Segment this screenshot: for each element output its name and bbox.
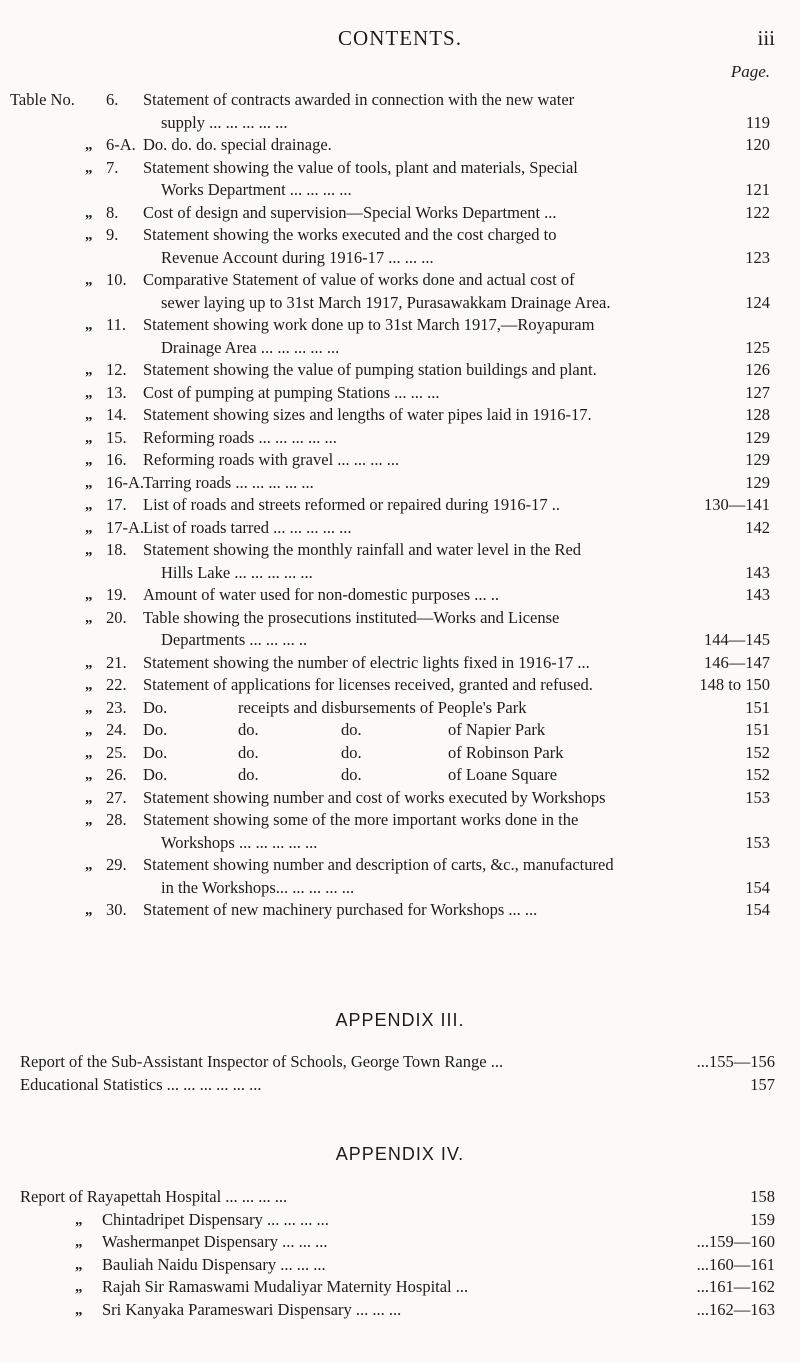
list-item [0, 539, 800, 584]
entry-number: 27. [106, 787, 127, 807]
entry-text [143, 899, 680, 922]
list-item [0, 382, 800, 405]
list-item [0, 899, 800, 922]
ditto-mark: „ [85, 384, 93, 401]
entry-number: 20. [106, 607, 127, 627]
entry-text [143, 652, 680, 675]
entry-page: 148 to 150 [699, 675, 770, 694]
entry-text [143, 584, 680, 607]
ditto-mark: „ [85, 812, 93, 828]
entry-continuation: Drainage Area ... ... ... ... ... [161, 337, 340, 357]
entry-number: 9. [106, 225, 119, 244]
list-item [0, 719, 800, 742]
entry-column: Do. [143, 720, 168, 739]
list-item [0, 202, 800, 225]
entry-page: ...155—156 [696, 1052, 775, 1071]
ditto-mark: „ [85, 407, 93, 423]
list-item [0, 314, 800, 359]
list-item [0, 449, 800, 472]
entry-column: do. [238, 720, 259, 739]
list-item [0, 269, 800, 314]
list-item [20, 1254, 775, 1277]
list-item [20, 1051, 775, 1074]
entry-page: 127 [745, 382, 770, 402]
entry-title: Statement of new machinery purchased for Workshops ... ... [143, 900, 538, 919]
list-item [20, 1231, 775, 1254]
entry-title: List of roads tarred ... ... ... ... ... [143, 517, 352, 537]
entry-title: List of roads and streets reformed or repaired during 1916-17 .. [143, 495, 560, 514]
appendix-4-list [20, 1186, 775, 1321]
list-item [0, 674, 800, 697]
entry-number: 6-A. [106, 135, 136, 154]
entry-number: 19. [106, 585, 127, 604]
entry-number: 7. [106, 157, 119, 177]
ditto-mark: „ [75, 1234, 83, 1250]
entry-title: Table showing the prosecutions instituted—Works and License [143, 607, 560, 627]
entry-number: 30. [106, 900, 127, 919]
list-item [20, 1276, 775, 1299]
entry-title: Educational Statistics ... ... ... ... ... ... [20, 1074, 262, 1094]
entry-column: Do. [143, 742, 168, 762]
entry-number: 16-A. [106, 472, 145, 492]
entry-text [143, 359, 680, 382]
entry-title: Statement showing the value of tools, plant and materials, Special [143, 157, 578, 177]
entry-text [143, 202, 680, 225]
entry-page: 152 [745, 742, 770, 762]
ditto-mark: „ [85, 317, 93, 333]
entry-number: 28. [106, 810, 127, 829]
entry-page: 128 [745, 405, 770, 424]
entry-page: 143 [745, 585, 770, 604]
entry-title: Statement showing the value of pumping station buildings and plant. [143, 360, 597, 379]
entry-number: 14. [106, 405, 127, 424]
ditto-mark: „ [85, 452, 93, 468]
entry-page: 157 [750, 1074, 775, 1094]
entry-text [143, 449, 680, 472]
list-item [0, 427, 800, 450]
ditto-mark: „ [85, 159, 93, 176]
ditto-mark: „ [85, 609, 93, 626]
entry-number: 16. [106, 450, 127, 469]
ditto-mark: „ [85, 722, 93, 738]
appendix-3-title: APPENDIX III. [335, 1010, 465, 1030]
entry-title: Cost of design and supervision—Special Works Department ... [143, 202, 557, 222]
entry-title: Sri Kanyaka Parameswari Dispensary ... ... ... [102, 1299, 402, 1319]
entry-page: 159 [750, 1209, 775, 1229]
entry-number: 15. [106, 427, 127, 447]
entry-page: 130—141 [704, 495, 770, 514]
entry-title: Statement of contracts awarded in connection with the new water [143, 90, 575, 109]
page-title: CONTENTS. [338, 26, 462, 50]
ditto-mark: „ [85, 902, 93, 918]
list-item [0, 404, 800, 427]
ditto-mark: „ [85, 789, 93, 806]
entry-number: 21. [106, 652, 127, 672]
entry-title: Cost of pumping at pumping Stations ... ... ... [143, 382, 440, 402]
entry-page: 146—147 [704, 652, 770, 672]
entry-page: 126 [745, 360, 770, 379]
entry-title: Report of Rayapettah Hospital ... ... ... ... [20, 1187, 288, 1206]
entry-column: of Loane Square [448, 765, 558, 784]
list-item [0, 854, 800, 899]
page-column-heading: Page. [730, 62, 770, 81]
entry-column: do. [341, 720, 362, 739]
ditto-mark: „ [75, 1211, 83, 1228]
entry-text [143, 314, 680, 359]
entry-column: of Napier Park [448, 720, 546, 739]
entry-text [143, 404, 680, 427]
entry-text [143, 224, 680, 269]
entry-page: 123 [745, 247, 770, 267]
entry-text [143, 674, 680, 697]
entry-text [143, 472, 680, 495]
entry-title: Statement showing work done up to 31st March 1917,—Royapuram [143, 315, 595, 334]
list-item [20, 1209, 775, 1232]
entry-page: 121 [745, 180, 770, 199]
entry-page: 129 [745, 472, 770, 492]
list-item [0, 89, 800, 134]
entry-text [143, 157, 680, 202]
entry-title: Statement showing the works executed and the cost charged to [143, 225, 557, 244]
entry-column: Do. [143, 697, 168, 717]
entry-title: Tarring roads ... ... ... ... ... [143, 472, 314, 492]
ditto-mark: „ [85, 272, 93, 288]
list-item [20, 1074, 775, 1097]
entry-number: 6. [106, 90, 119, 109]
entry-column: of Robinson Park [448, 742, 564, 762]
entry-continuation: Revenue Account during 1916-17 ... ... ... [161, 247, 434, 267]
ditto-mark: „ [85, 497, 93, 513]
entry-title: Statement of applications for licenses received, granted and refused. [143, 675, 593, 694]
ditto-mark: „ [85, 362, 93, 378]
entry-column: do. [341, 742, 362, 762]
ditto-mark: „ [85, 542, 93, 558]
entry-number: 24. [106, 720, 127, 739]
entry-page: 119 [745, 112, 770, 132]
entry-page: 129 [745, 427, 770, 447]
entry-number: 23. [106, 697, 127, 717]
entry-continuation: Departments ... ... ... .. [161, 630, 308, 649]
ditto-mark: „ [85, 474, 93, 491]
entry-page: 142 [745, 517, 770, 537]
ditto-mark: „ [85, 519, 93, 536]
ditto-mark: „ [75, 1256, 83, 1273]
entry-page: 120 [745, 135, 770, 154]
entry-page: 143 [745, 562, 770, 582]
entry-continuation: Works Department ... ... ... ... [161, 180, 352, 199]
entry-page: 153 [745, 832, 770, 852]
entry-text [143, 809, 680, 854]
entry-number: 11. [106, 315, 127, 334]
entry-number: 13. [106, 382, 127, 402]
ditto-mark: „ [85, 204, 93, 221]
ditto-mark: „ [75, 1279, 83, 1295]
entry-title: Statement showing number and cost of works executed by Workshops [143, 787, 606, 807]
list-item [0, 809, 800, 854]
entry-column: Do. [143, 765, 168, 784]
entry-title: Comparative Statement of value of works done and actual cost of [143, 270, 575, 289]
entry-continuation: Workshops ... ... ... ... ... [161, 832, 318, 852]
entry-text [143, 89, 680, 134]
entry-title: Washermanpet Dispensary ... ... ... [102, 1232, 328, 1251]
entry-continuation: Hills Lake ... ... ... ... ... [161, 562, 313, 582]
entry-column: do. [238, 742, 259, 762]
entry-continuation: in the Workshops... ... ... ... ... [161, 877, 355, 897]
entry-page: 154 [745, 900, 770, 919]
entry-column: do. [238, 765, 259, 784]
ditto-mark: „ [85, 429, 93, 446]
entry-title: Amount of water used for non-domestic purposes ... .. [143, 585, 500, 604]
entry-title: Do. do. do. special drainage. [143, 135, 332, 154]
entry-page: 125 [745, 337, 770, 357]
entry-page: ...159—160 [696, 1232, 775, 1251]
list-item [0, 494, 800, 517]
entry-text [143, 134, 680, 157]
entry-page: 154 [745, 877, 770, 897]
entry-page: 158 [750, 1187, 775, 1206]
appendix-4-title: APPENDIX IV. [335, 1144, 465, 1164]
ditto-mark: „ [85, 744, 93, 761]
table-of-contents [0, 89, 800, 922]
entry-text [143, 607, 680, 652]
page-header [0, 24, 800, 54]
entry-title: Reforming roads ... ... ... ... ... [143, 427, 337, 447]
list-item [0, 472, 800, 495]
entry-number: 29. [106, 855, 127, 874]
list-item [0, 652, 800, 675]
list-item [0, 224, 800, 269]
entry-number: 26. [106, 765, 127, 784]
entry-page: ...161—162 [696, 1277, 775, 1296]
entry-number: 18. [106, 540, 127, 559]
entry-text [143, 269, 680, 314]
list-item [0, 584, 800, 607]
ditto-mark: „ [85, 587, 93, 603]
entry-title: Chintadripet Dispensary ... ... ... ... [102, 1209, 329, 1229]
ditto-mark: „ [85, 677, 93, 693]
entry-title: Statement showing the monthly rainfall and water level in the Red [143, 540, 582, 559]
list-item [0, 359, 800, 382]
entry-page: 152 [745, 765, 770, 784]
entry-text [143, 382, 680, 405]
entry-number: 22. [106, 675, 127, 694]
list-item [20, 1186, 775, 1209]
entry-title: Reforming roads with gravel ... ... ... ... [143, 450, 400, 469]
entry-text [143, 494, 680, 517]
entry-column: do. [341, 765, 362, 784]
table-no-label: Table No. [10, 90, 75, 109]
entry-continuation: supply ... ... ... ... ... [161, 112, 288, 132]
entry-text [143, 787, 680, 810]
entry-text [143, 517, 680, 540]
entry-page: ...162—163 [696, 1299, 775, 1319]
entry-number: 17-A. [106, 517, 145, 537]
entry-title: Statement showing sizes and lengths of water pipes laid in 1916-17. [143, 405, 592, 424]
list-item [0, 787, 800, 810]
list-item [0, 607, 800, 652]
list-item [0, 697, 800, 720]
ditto-mark: „ [85, 857, 93, 873]
entry-page: 144—145 [704, 630, 770, 649]
entry-text [143, 539, 680, 584]
entry-title: Rajah Sir Ramaswami Mudaliyar Maternity Hospital ... [102, 1277, 469, 1296]
ditto-mark: „ [85, 767, 93, 783]
list-item [0, 764, 800, 787]
entry-page: 153 [745, 787, 770, 807]
entry-page: ...160—161 [696, 1254, 775, 1274]
entry-page: 129 [745, 450, 770, 469]
entry-title: Statement showing number and description of carts, &c., manufactured [143, 855, 614, 874]
list-item [0, 742, 800, 765]
ditto-mark: „ [85, 654, 93, 671]
entry-number: 12. [106, 360, 127, 379]
entry-number: 25. [106, 742, 127, 762]
entry-column: receipts and disbursements of People's Park [238, 697, 527, 717]
entry-page: 151 [745, 720, 770, 739]
appendix-3-list [20, 1051, 775, 1096]
entry-number: 10. [106, 270, 127, 289]
entry-title: Statement showing some of the more important works done in the [143, 810, 579, 829]
entry-page: 122 [745, 202, 770, 222]
entry-text [143, 427, 680, 450]
page-number: iii [757, 26, 775, 50]
entry-title: Statement showing the number of electric lights fixed in 1916-17 ... [143, 652, 590, 672]
list-item [0, 134, 800, 157]
ditto-mark: „ [85, 227, 93, 243]
list-item [20, 1299, 775, 1322]
entry-number: 8. [106, 202, 119, 222]
entry-continuation: sewer laying up to 31st March 1917, Purasawakkam Drainage Area. [161, 292, 611, 312]
entry-title: Bauliah Naidu Dispensary ... ... ... [102, 1254, 326, 1274]
entry-text [143, 854, 680, 899]
entry-number: 17. [106, 495, 127, 514]
entry-page: 151 [745, 697, 770, 717]
ditto-mark: „ [85, 137, 93, 153]
list-item [0, 157, 800, 202]
entry-page: 124 [745, 292, 770, 312]
ditto-mark: „ [85, 699, 93, 716]
entry-title: Report of the Sub-Assistant Inspector of Schools, George Town Range ... [20, 1052, 504, 1071]
ditto-mark: „ [75, 1301, 83, 1318]
list-item [0, 517, 800, 540]
